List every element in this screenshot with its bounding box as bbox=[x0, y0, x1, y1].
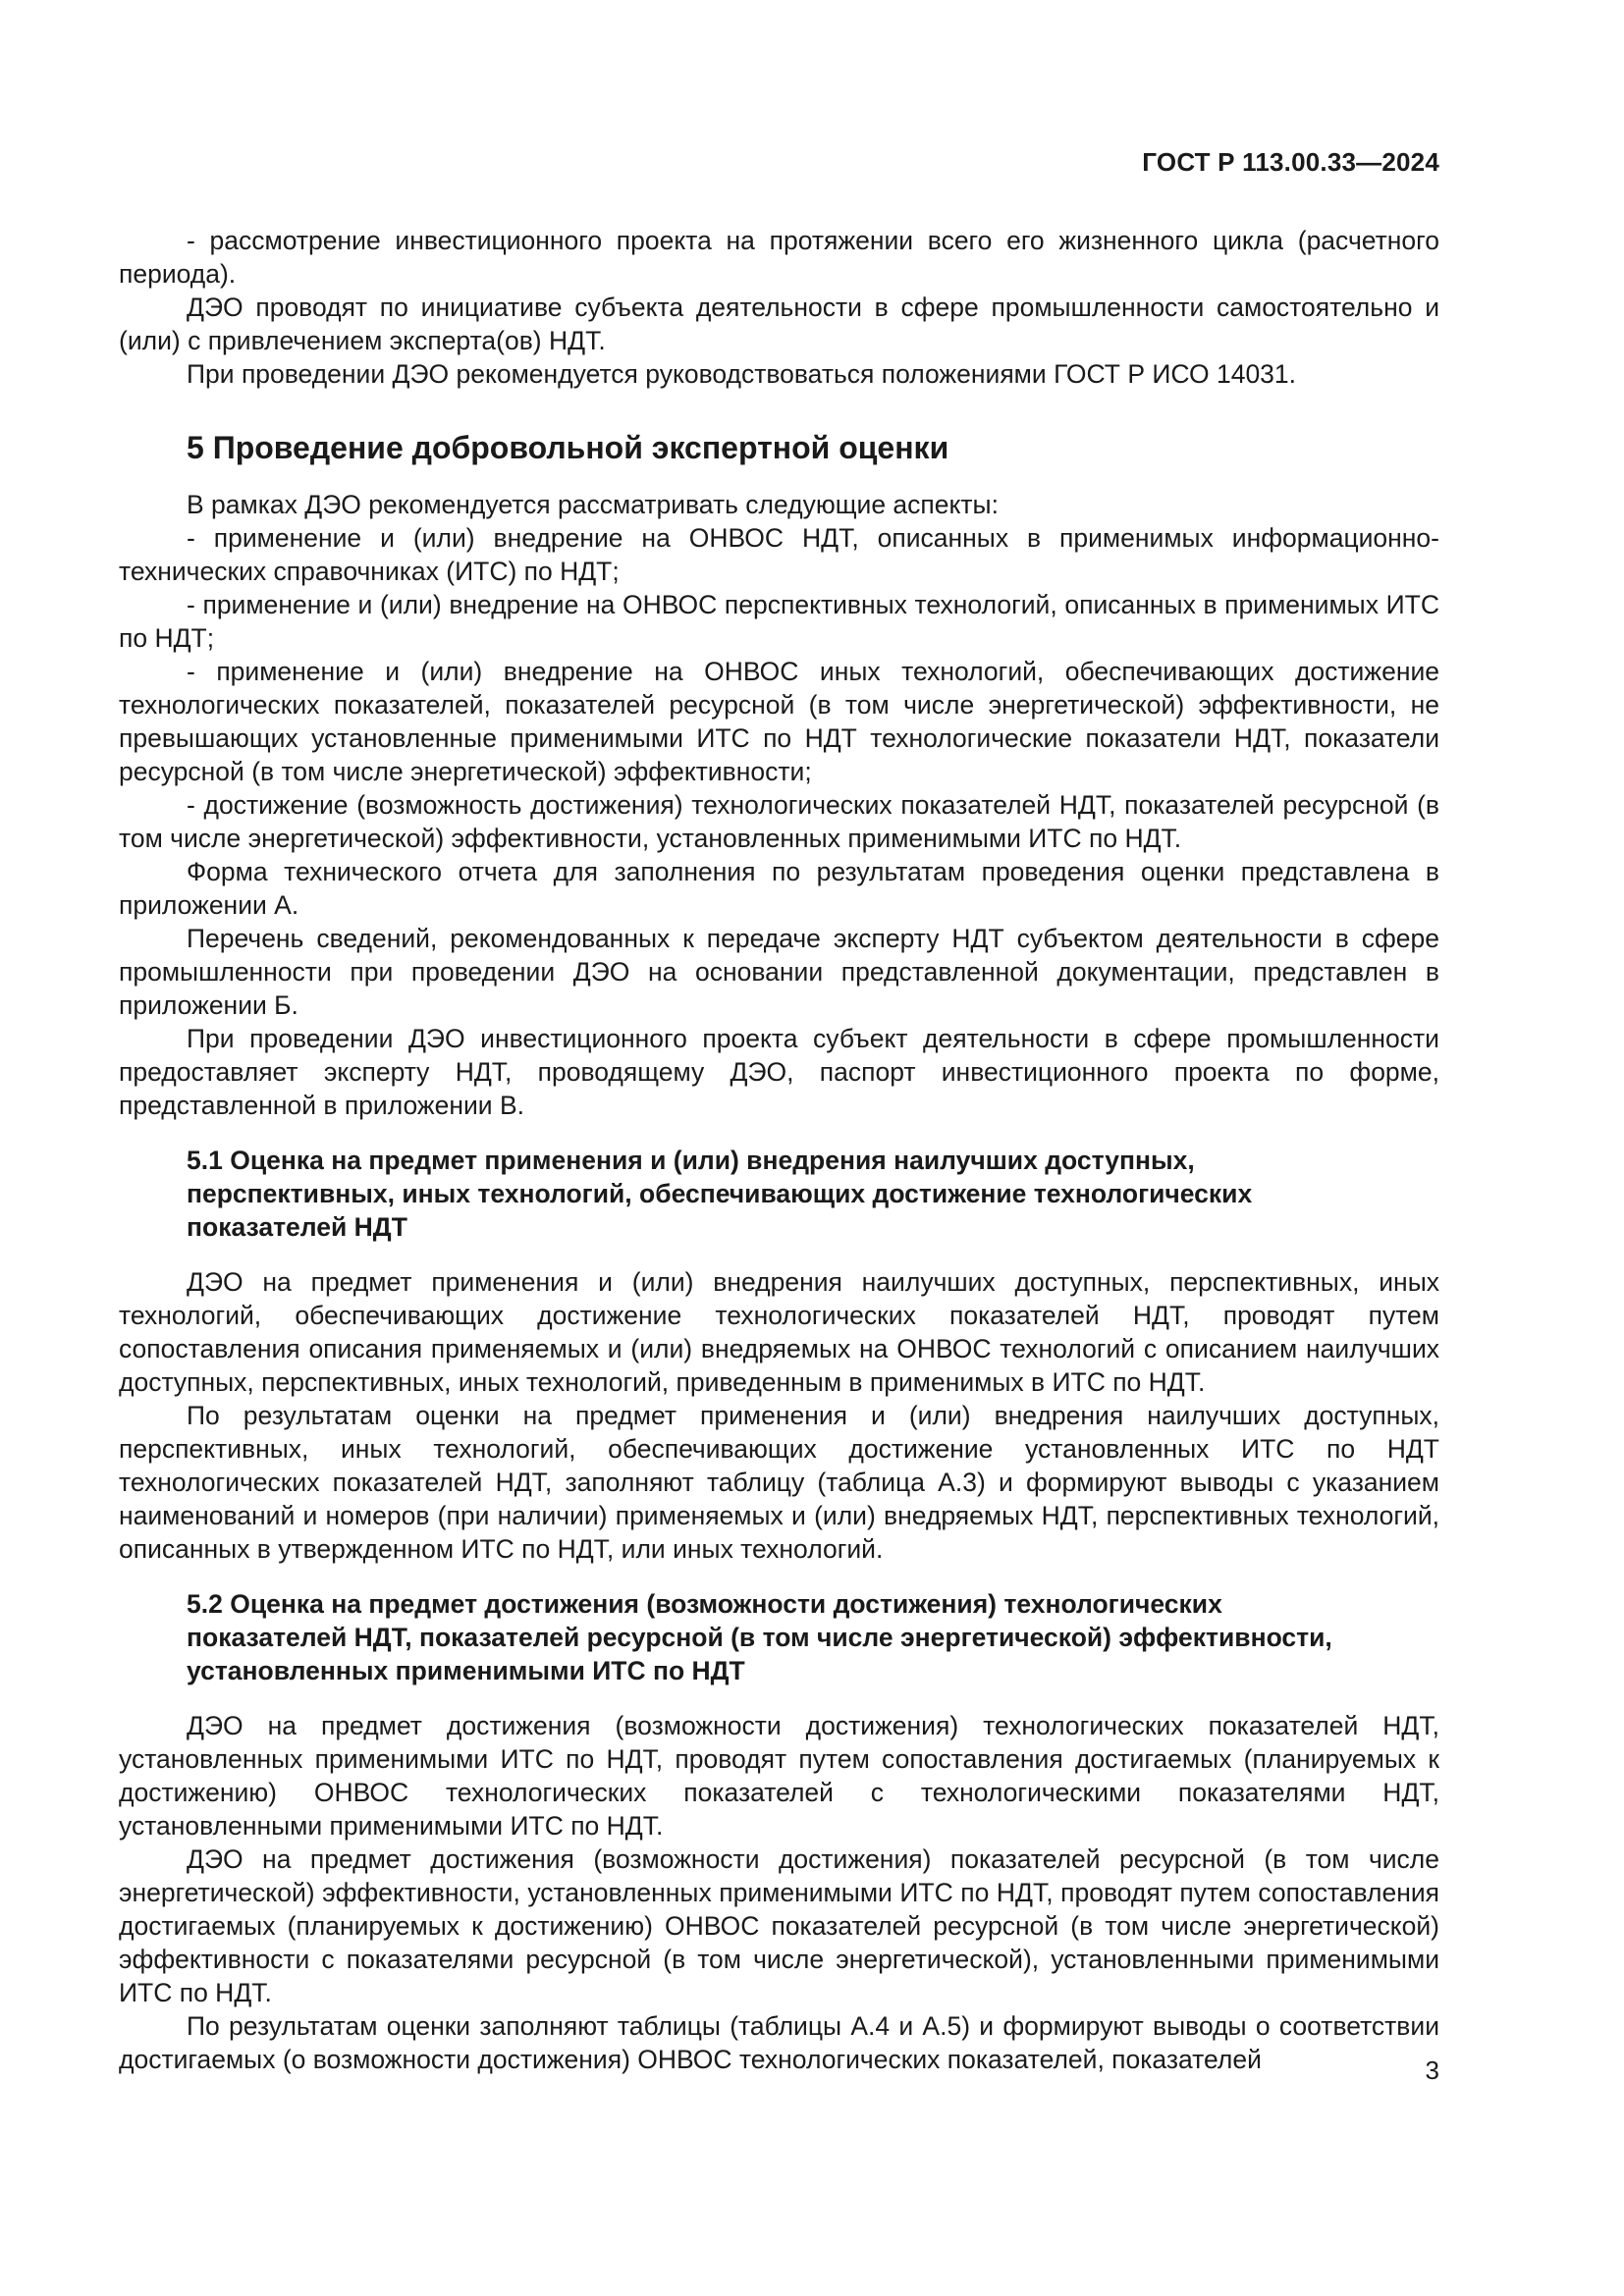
paragraph: ДЭО на предмет применения и (или) внедрения наилучших доступных, перспективных, иных технологий, обеспечивающих достижение технологических показателей НДТ, проводят путем сопоставления описания применяемых и (или) внедряемых на ОНВОС технологий с описанием наилучших доступных, перспективных, иных технологий, приведенным в применимых в ИТС по НДТ. bbox=[119, 1267, 1439, 1397]
section-5-heading: 5 Проведение добровольной экспертной оценки bbox=[187, 430, 949, 465]
heading-line: перспективных, иных технологий, обеспечивающих достижение технологических bbox=[187, 1179, 1253, 1208]
list-item: - применение и (или) внедрение на ОНВОС НДТ, описанных в применимых информационно-технических справочниках (ИТС) по НДТ; bbox=[119, 523, 1439, 586]
document-header-id: ГОСТ Р 113.00.33—2024 bbox=[1142, 147, 1439, 177]
heading-line: 5.2 Оценка на предмет достижения (возможности достижения) технологических bbox=[187, 1589, 1222, 1619]
list-item: - применение и (или) внедрение на ОНВОС перспективных технологий, описанных в применимых ИТС по НДТ; bbox=[119, 590, 1439, 653]
paragraph: ДЭО проводят по инициативе субъекта деятельности в сфере промышленности самостоятельно и (или) с привлечением эксперта(ов) НДТ. bbox=[119, 293, 1439, 355]
document-body bbox=[119, 224, 1439, 2076]
paragraph: При проведении ДЭО инвестиционного проекта субъект деятельности в сфере промышленности предоставляет эксперту НДТ, проводящему ДЭО, паспорт инвестиционного проекта по форме, представленной в приложении В. bbox=[119, 1024, 1439, 1120]
heading-line: установленных применимыми ИТС по НДТ bbox=[187, 1656, 745, 1685]
section-5-2-heading bbox=[119, 1587, 1439, 1687]
paragraph: В рамках ДЭО рекомендуется рассматривать следующие аспекты: bbox=[187, 490, 999, 519]
heading-line: показателей НДТ bbox=[187, 1212, 407, 1242]
paragraph: По результатам оценки на предмет применения и (или) внедрения наилучших доступных, перспективных, иных технологий, обеспечивающих достижение установленных ИТС по НДТ технологических показателей НДТ, заполняют таблицу (таблица А.3) и формируют выводы с указанием наименований и номеров (при наличии) применяемых и (или) внедряемых НДТ, перспективных технологий, описанных в утвержденном ИТС по НДТ, или иных технологий. bbox=[119, 1401, 1439, 1564]
paragraph: ДЭО на предмет достижения (возможности достижения) технологических показателей НДТ, установленных применимыми ИТС по НДТ, проводят путем сопоставления достигаемых (планируемых к достижению) ОНВОС технологических показателей с технологическими показателями НДТ, установленными применимыми ИТС по НДТ. bbox=[119, 1711, 1439, 1841]
paragraph: ДЭО на предмет достижения (возможности достижения) показателей ресурсной (в том числе энергетической) эффективности, установленных применимыми ИТС по НДТ, проводят путем сопоставления достигаемых (планируемых к достижению) ОНВОС показателей ресурсной (в том числе энергетической) эффективности с показателями ресурсной (в том числе энергетической), установленными применимыми ИТС по НДТ. bbox=[119, 1844, 1439, 2007]
paragraph: При проведении ДЭО рекомендуется руководствоваться положениями ГОСТ Р ИСО 14031. bbox=[187, 359, 1297, 389]
paragraph: Перечень сведений, рекомендованных к передаче эксперту НДТ субъектом деятельности в сфере промышленности при проведении ДЭО на основании представленной документации, представлен в приложении Б. bbox=[119, 924, 1439, 1020]
paragraph: По результатам оценки заполняют таблицы (таблицы А.4 и А.5) и формируют выводы о соответствии достигаемых (о возможности достижения) ОНВОС технологических показателей, показателей bbox=[119, 2011, 1439, 2074]
paragraph: - рассмотрение инвестиционного проекта на протяжении всего его жизненного цикла (расчетного периода). bbox=[119, 226, 1439, 289]
list-item: - применение и (или) внедрение на ОНВОС иных технологий, обеспечивающих достижение технологических показателей, показателей ресурсной (в том числе энергетической) эффективности, не превышающих установленные применимыми ИТС по НДТ технологические показатели НДТ, показатели ресурсной (в том числе энергетической) эффективности; bbox=[119, 657, 1439, 786]
heading-line: показателей НДТ, показателей ресурсной (в том числе энергетической) эффективности, bbox=[187, 1623, 1332, 1652]
paragraph: Форма технического отчета для заполнения по результатам проведения оценки представлена в приложении А. bbox=[119, 857, 1439, 920]
page-number: 3 bbox=[1425, 2056, 1439, 2085]
heading-line: 5.1 Оценка на предмет применения и (или) внедрения наилучших доступных, bbox=[187, 1146, 1195, 1175]
list-item: - достижение (возможность достижения) технологических показателей НДТ, показателей ресурсной (в том числе энергетической) эффективности, установленных применимыми ИТС по НДТ. bbox=[119, 790, 1439, 853]
section-5-1-heading bbox=[119, 1144, 1439, 1244]
